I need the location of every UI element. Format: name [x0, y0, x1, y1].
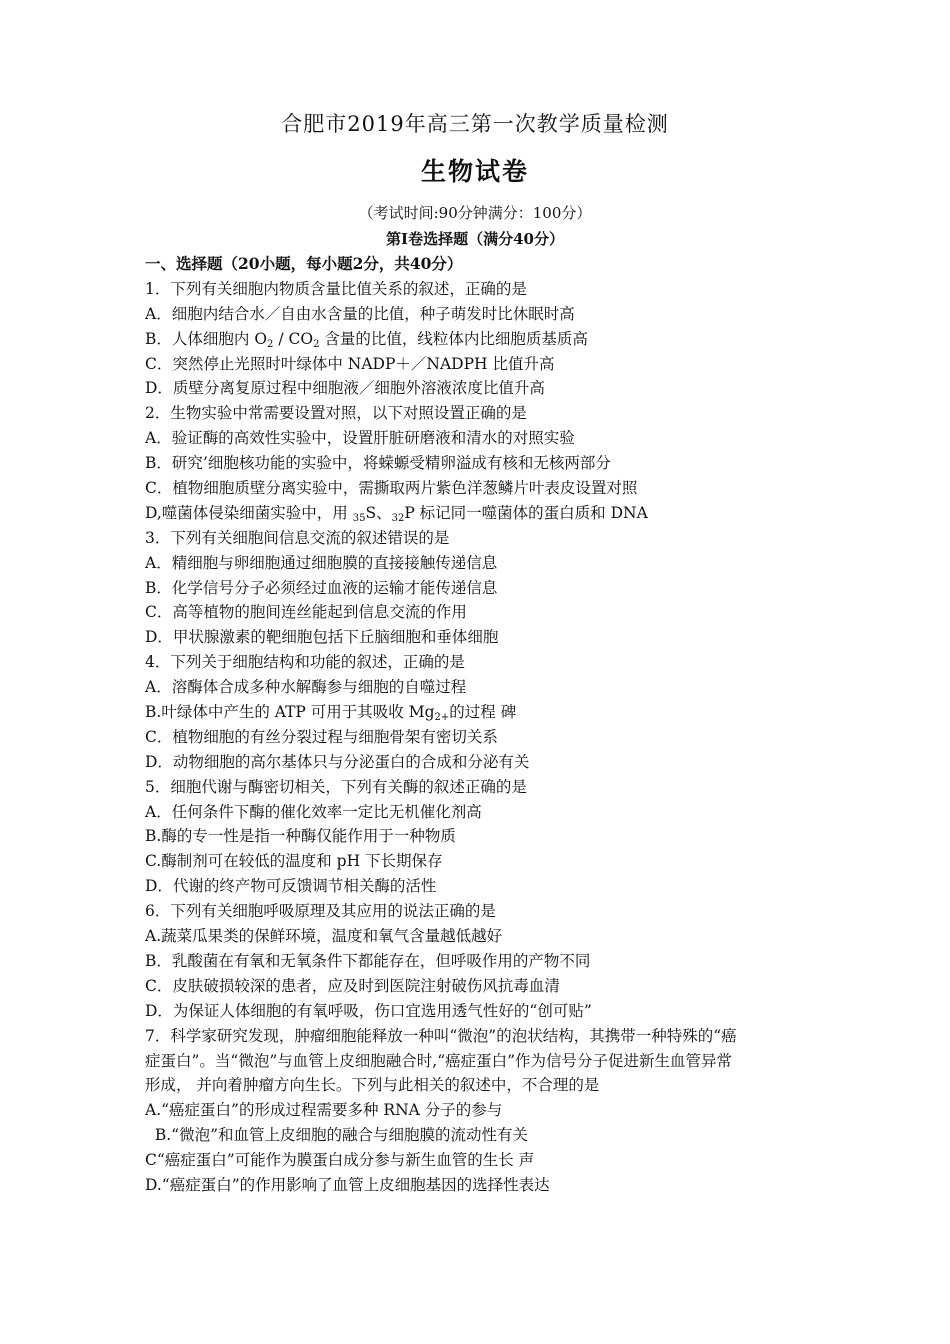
q3-option-a: A．精细胞与卵细胞通过细胞膜的直接接触传递信息: [145, 553, 498, 572]
q5-option-c: C.酶制剂可在较低的温度和 pH 下长期保存: [145, 852, 443, 871]
section-heading: 一、选择题（20小题，每小题2分，共40分）: [145, 254, 463, 273]
q4-b-text: B.叶绿体中产生的 ATP 可用于其吸收 Mg: [145, 703, 435, 722]
q2-d-text-s: S、: [365, 503, 392, 522]
part-title: 第Ⅰ卷选择题（满分40分）: [386, 230, 564, 248]
q2-option-d: [145, 501, 825, 526]
question-body: [145, 252, 825, 1198]
q4-b-mg-superscript: 2+: [434, 712, 450, 724]
q4-b-text-post: 的过程 碑: [449, 703, 517, 722]
q6-stem: 6．下列有关细胞呼吸原理及其应用的说法正确的是: [145, 902, 496, 921]
q1-stem: 1．下列有关细胞内物质含量比值关系的叙述，正确的是: [145, 279, 527, 298]
q1-b-text-mid: / CO: [273, 329, 314, 348]
q2-option-a: A．验证酶的高效性实验中，设置肝脏研磨液和清水的对照实验: [145, 429, 575, 448]
q4-option-d: D．动物细胞的高尔基体只与分泌蛋白的合成和分泌有关: [145, 752, 530, 771]
q2-d-s35-superscript: 35: [352, 512, 366, 524]
q3-option-b: B．化学信号分子必须经过血液的运输才能传递信息: [145, 578, 498, 597]
q6-option-c: C．皮肤破损较深的患者，应及时到医院注射破伤风抗毒血清: [145, 976, 560, 995]
q3-option-c: C．高等植物的胞间连丝能起到信息交流的作用: [145, 603, 467, 622]
q3-stem: 3．下列有关细胞间信息交流的叙述错误的是: [145, 528, 450, 547]
q3-option-d: D．甲状腺激素的靶细胞包括下丘脑细胞和垂体细胞: [145, 628, 499, 647]
q6-option-b: B．乳酸菌在有氧和无氧条件下都能存在，但呼吸作用的产物不同: [145, 951, 591, 970]
q7-option-c: C“癌症蛋白”可能作为膜蛋白成分参与新生血管的生长 声: [145, 1151, 535, 1170]
q1-b-text-post: 含量的比值，线粒体内比细胞质基质高: [319, 329, 588, 348]
q2-d-p32-superscript: 32: [391, 512, 405, 524]
q4-stem: 4．下列关于细胞结构和功能的叙述，正确的是: [145, 653, 465, 672]
q5-option-b: B.酶的专一性是指一种酶仅能作用于一种物质: [145, 827, 456, 846]
q7-stem-line-2: 症蛋白”。当“微泡”与血管上皮细胞融合时,“癌症蛋白”作为信号分子促进新生血管异常: [145, 1051, 733, 1070]
q5-stem: 5．细胞代谢与酶密切相关，下列有关酶的叙述正确的是: [145, 777, 527, 796]
q4-option-a: A．溶酶体合成多种水解酶参与细胞的自噬过程: [145, 678, 467, 697]
exam-time-info: （考试时间:90分钟满分：100分）: [358, 204, 592, 222]
q6-option-a: A.蔬菜瓜果类的保鲜环境，温度和氧气含量越低越好: [145, 927, 503, 946]
q2-option-c: C．植物细胞质壁分离实验中，需撕取两片紫色洋葱鳞片叶表皮设置对照: [145, 479, 638, 498]
exam-title: 合肥市2019年高三第一次教学质量检测: [281, 112, 669, 136]
q4-option-b: [145, 700, 825, 725]
q7-option-d: D.“癌症蛋白”的作用影响了血管上皮细胞基因的选择性表达: [145, 1175, 550, 1194]
q1-b-o2-subscript: 2: [267, 338, 274, 350]
q1-option-d: D．质壁分离复原过程中细胞液／细胞外溶液浓度比值升高: [145, 379, 545, 398]
q1-option-c: C．突然停止光照时叶绿体中 NADP＋／NADPH 比值升高: [145, 354, 555, 373]
q7-option-a: A.“癌症蛋白”的形成过程需要多种 RNA 分子的参与: [145, 1101, 503, 1120]
q7-stem-line-1: 7．科学家研究发现，肿瘤细胞能释放一种叫“微泡”的泡状结构，其携带一种特殊的“癌: [145, 1026, 737, 1045]
q5-option-a: A．任何条件下酶的催化效率一定比无机催化剂高: [145, 802, 482, 821]
q2-option-b: B．研究’细胞核功能的实验中，将蝾螈受精卵溢成有核和无核两部分: [145, 454, 611, 473]
q1-b-text: B．人体细胞内 O: [145, 329, 268, 348]
q7-option-b: B.“微泡”和血管上皮细胞的融合与细胞膜的流动性有关: [145, 1126, 529, 1145]
q7-stem-line-3: 形成， 并向着肿瘤方向生长。下列与此相关的叙述中，不合理的是: [145, 1076, 600, 1095]
q1-b-co2-subscript: 2: [313, 338, 320, 350]
q5-option-d: D．代谢的终产物可反馈调节相关酶的活性: [145, 877, 437, 896]
q1-option-a: A．细胞内结合水／自由水含量的比值，种子萌发时比休眠时高: [145, 304, 575, 323]
q2-d-text: D,噬菌体侵染细菌实验中，用: [145, 503, 353, 522]
q4-option-c: C．植物细胞的有丝分裂过程与细胞骨架有密切关系: [145, 727, 498, 746]
subject-title: 生物试卷: [420, 157, 529, 186]
q6-option-d: D．为保证人体细胞的有氧呼吸，伤口宜选用透气性好的“创可贴”: [145, 1001, 592, 1020]
q1-option-b: [145, 327, 825, 352]
q2-d-text-post: P 标记同一噬菌体的蛋白质和 DNA: [404, 503, 648, 522]
q2-stem: 2．生物实验中常需要设置对照，以下对照设置正确的是: [145, 404, 527, 423]
